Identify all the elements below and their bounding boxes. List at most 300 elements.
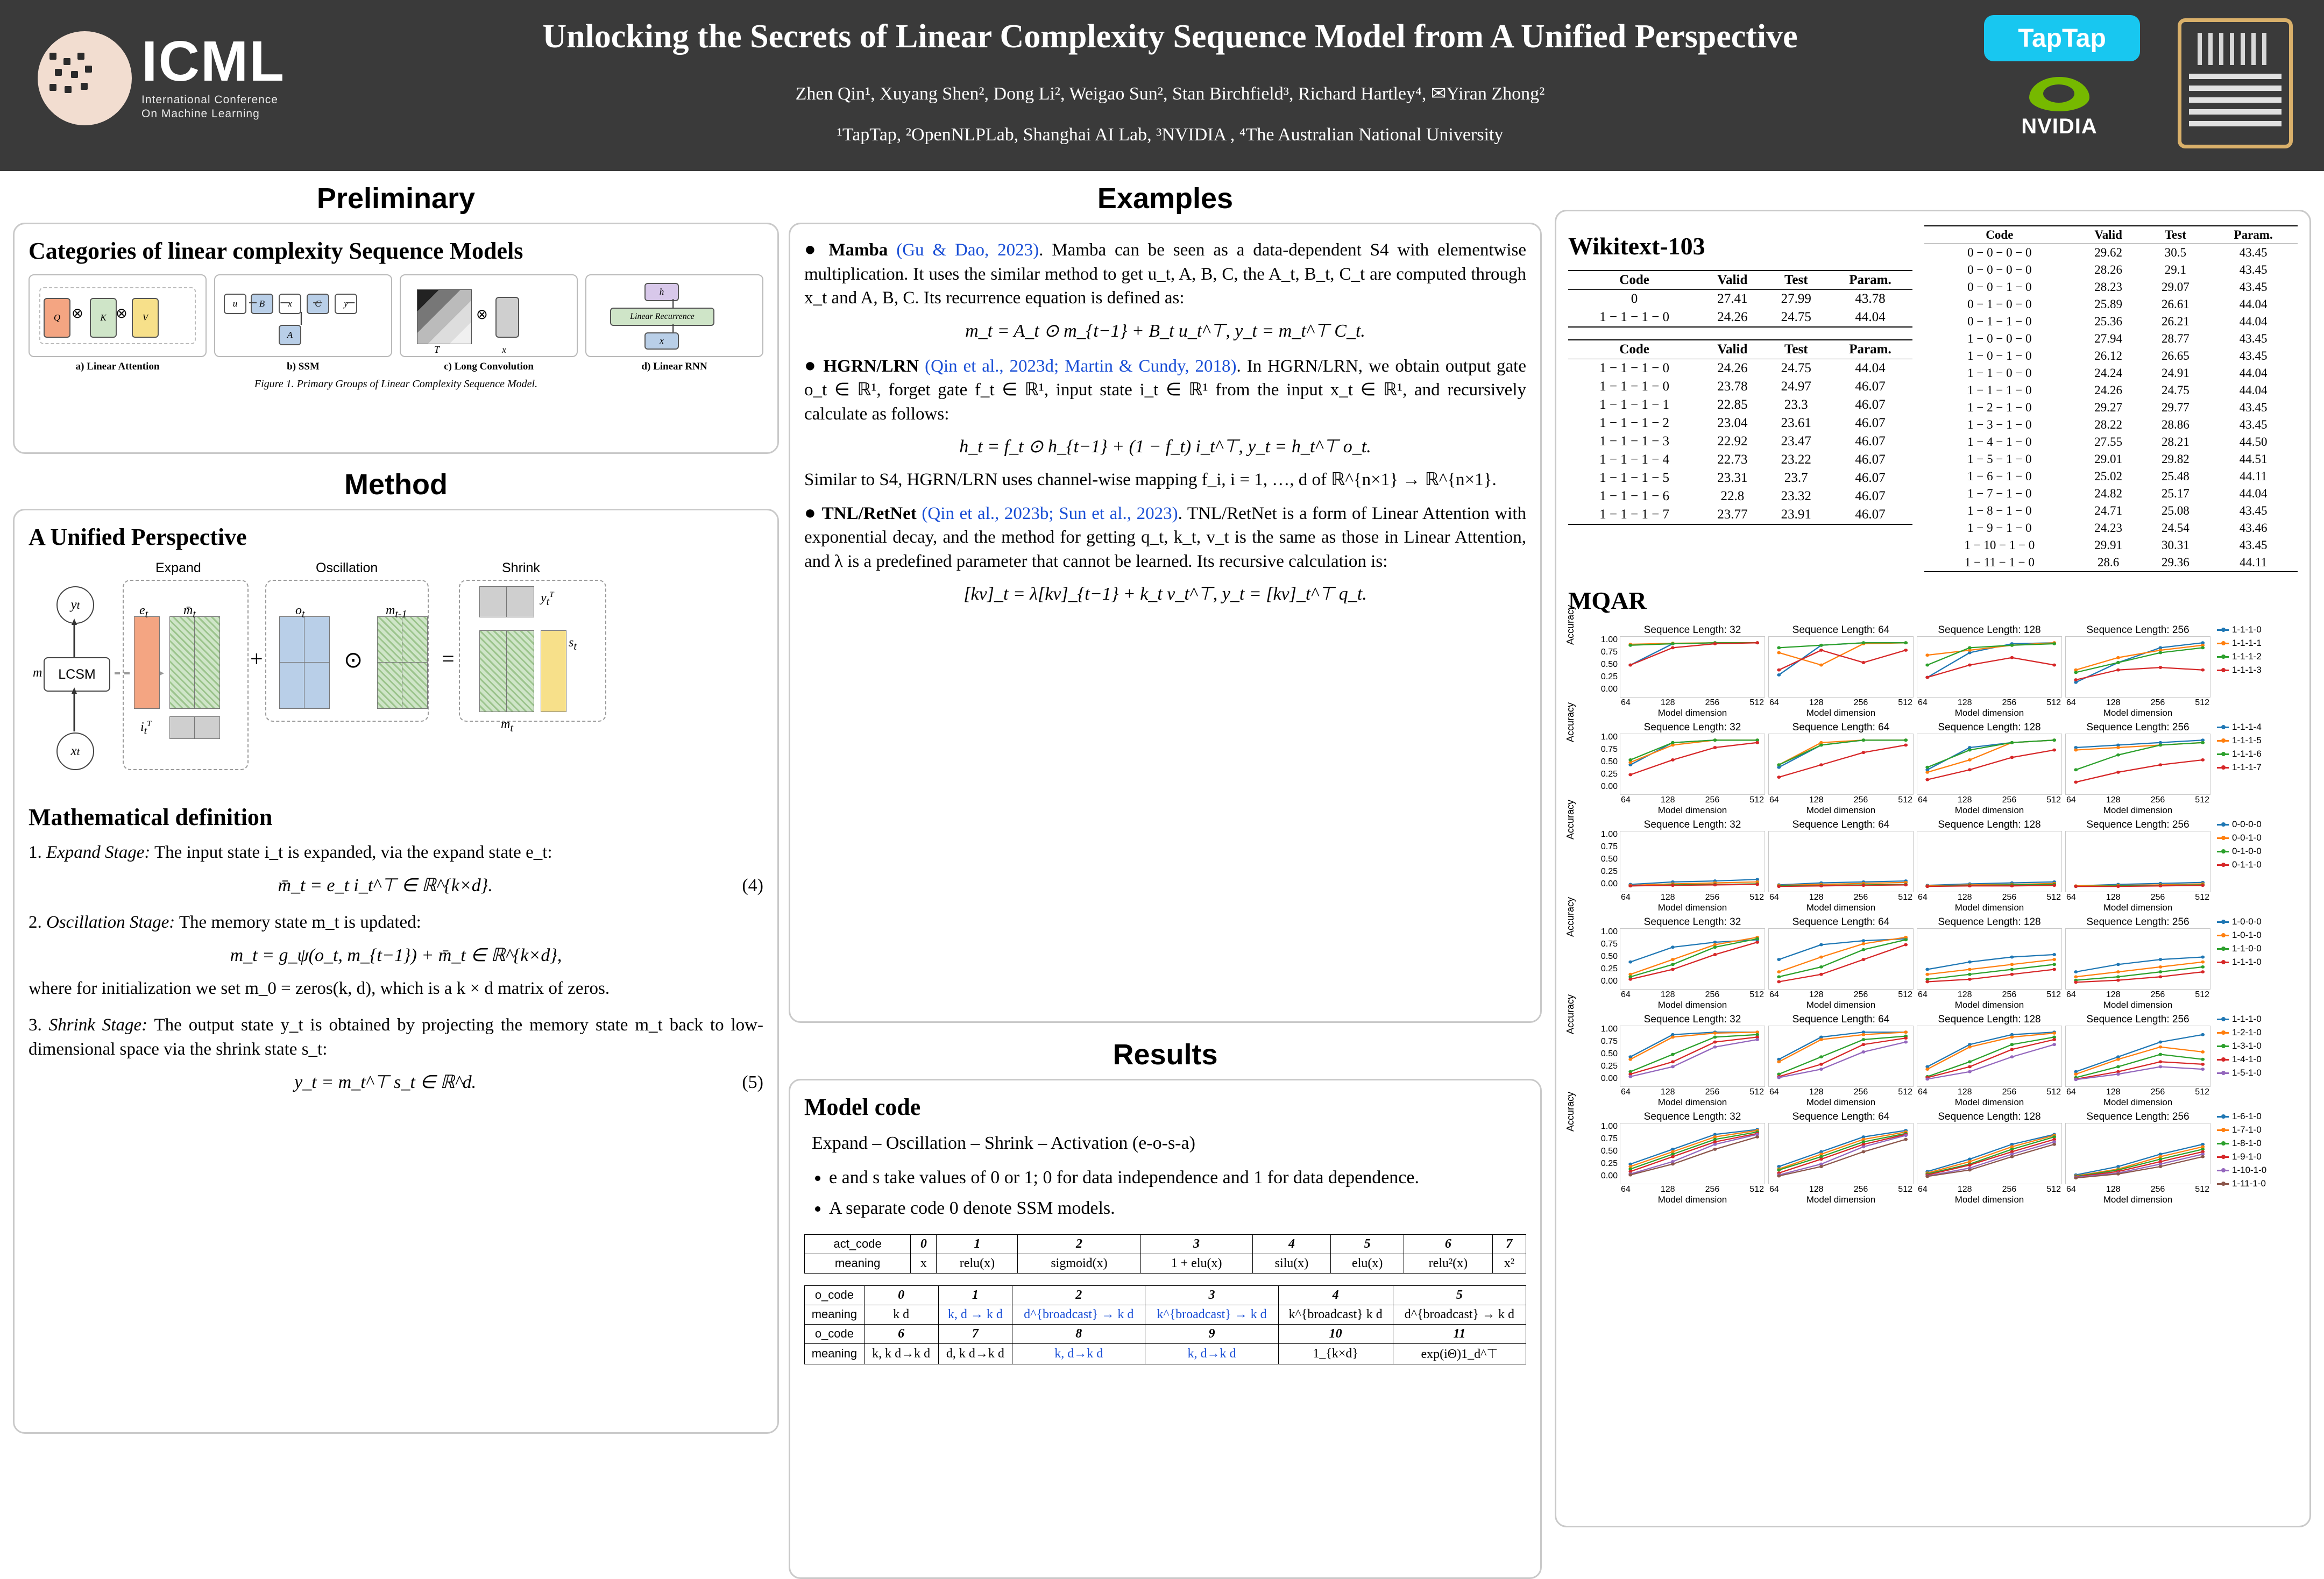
mqar-x-tick: 128	[1660, 698, 1675, 707]
mqar-x-tick: 64	[1769, 893, 1779, 902]
step-3-name: Shrink Stage:	[48, 1015, 148, 1035]
table-cell: 0	[1631, 291, 1638, 306]
section-title-results: Results	[1113, 1039, 1218, 1071]
mqar-x-tick: 128	[1660, 1185, 1675, 1194]
table-cell: 0 − 0 − 1 − 0	[1967, 280, 2032, 294]
mqar-x-tick: 256	[2002, 795, 2017, 805]
mqar-y-tick: 0.25	[1600, 770, 1618, 779]
mqar-x-tick: 512	[2195, 795, 2209, 805]
mqar-x-label: Model dimension	[2103, 1097, 2173, 1107]
mqar-legend-item	[2217, 624, 2298, 635]
mqar-y-label: Accuracy	[1565, 604, 1576, 645]
table-cell: 0 − 1 − 0 − 0	[1967, 297, 2032, 311]
mqar-x-ticks	[1917, 698, 2062, 708]
mqar-legend-item	[2217, 665, 2298, 675]
step-1-eq: m̄_t = e_t i_t^⊤ ∈ ℝ^{k×d}.	[278, 875, 493, 895]
mqar-legend-label: 1-1-1-2	[2232, 651, 2262, 662]
mqar-legend-label: 1-8-1-0	[2232, 1138, 2262, 1148]
mqar-x-tick: 512	[2195, 698, 2209, 707]
mqar-legend-item	[2217, 1165, 2298, 1176]
table-cell: 22.73	[1717, 452, 1748, 467]
mqar-panel-title: Sequence Length: 32	[1643, 916, 1741, 928]
step-expand	[29, 841, 763, 898]
table-row	[1924, 520, 2298, 537]
table-cell: 43.45	[2239, 263, 2268, 276]
section-title-examples: Examples	[1097, 182, 1234, 215]
mqar-y-tick: 0.25	[1600, 867, 1618, 876]
mqar-legend	[2214, 916, 2298, 970]
table-cell: 29.91	[2094, 538, 2122, 552]
step-1-text: The input state i_t is expanded, via the expand state e_t:	[150, 843, 552, 862]
mqar-x-tick: 256	[1705, 1185, 1720, 1194]
o-code-row-label-top: o_code	[805, 1285, 865, 1305]
mqar-x-tick: 128	[1660, 893, 1675, 902]
mqar-x-ticks	[1620, 698, 1765, 708]
anu-logo	[2165, 13, 2299, 147]
mqar-x-tick: 64	[1621, 1185, 1631, 1194]
mqar-legend-label: 1-11-1-0	[2232, 1178, 2266, 1189]
mqar-y-tick: 0.25	[1600, 964, 1618, 973]
example-2-text: . In HGRN/LRN, we obtain output gate o_t ∈ ℝ¹, forget gate f_t ∈ ℝ¹, input state i_t ∈ ℝ¹ from the input x_t ∈ ℝ¹, and recursively calculate as follows:	[804, 356, 1527, 424]
mqar-panel-title: Sequence Length: 64	[1792, 1014, 1890, 1025]
table-cell: 1 − 6 − 1 − 0	[1967, 470, 2032, 483]
mqar-x-label: Model dimension	[2103, 708, 2173, 718]
mqar-x-tick: 64	[1769, 795, 1779, 805]
figure-caption-b: b) SSM	[287, 361, 320, 372]
mqar-legend-item	[2217, 916, 2298, 927]
mqar-x-label: Model dimension	[1806, 1194, 1876, 1205]
mqar-x-tick: 512	[2195, 1185, 2209, 1194]
mqar-y-tick: 0.75	[1600, 940, 1618, 949]
mqar-x-tick: 64	[1769, 1185, 1779, 1194]
mqar-x-tick: 128	[1809, 893, 1824, 902]
table-cell: 25.89	[2094, 297, 2122, 311]
mqar-row	[1565, 1091, 2298, 1205]
mqar-plot-area	[1917, 1026, 2062, 1087]
wt1-h0: Code	[1568, 271, 1701, 290]
table-cell: 23.32	[1781, 489, 1811, 503]
mqar-plot-area	[1917, 1123, 2062, 1184]
act-meaning-5: elu(x)	[1331, 1254, 1404, 1273]
mqar-legend	[2214, 1111, 2298, 1192]
mqar-legend-label: 0-0-0-0	[2232, 819, 2262, 829]
table-cell: 44.04	[2239, 297, 2268, 311]
mqar-legend-label: 1-9-1-0	[2232, 1151, 2262, 1162]
example-1-name: Mamba	[828, 240, 888, 260]
table-cell: 43.45	[2239, 332, 2268, 345]
mqar-x-label: Model dimension	[1806, 1000, 1876, 1010]
model-code-formula: Expand – Oscillation – Shrink – Activation (e-o-s-a)	[812, 1133, 1195, 1153]
mqar-x-ticks	[1917, 990, 2062, 1000]
table-cell: 23.61	[1781, 416, 1811, 430]
step-3-text: The output state y_t is obtained by projecting the memory state m_t back to low-dimensional space via the shrink state s_t:	[29, 1015, 764, 1059]
mqar-row	[1565, 702, 2298, 816]
mqar-x-ticks	[1768, 795, 1914, 805]
table-cell: 1 − 1 − 1 − 0	[1599, 361, 1669, 375]
mqar-panel	[2065, 722, 2210, 816]
stage-label-expand: Expand	[155, 560, 201, 575]
mqar-panel	[1768, 722, 1914, 816]
mqar-panel-title: Sequence Length: 256	[2086, 819, 2190, 830]
mqar-x-tick: 512	[1898, 893, 1912, 902]
mqar-legend-label: 1-1-1-6	[2232, 749, 2262, 759]
anu-shield-icon	[2178, 18, 2293, 148]
mqar-panel	[1620, 916, 1765, 1011]
o-meaning-6: k, k d→k d	[864, 1343, 938, 1364]
wt1-h2: Test	[1765, 271, 1828, 290]
mqar-heading: MQAR	[1568, 587, 1647, 614]
mqar-legend-label: 1-1-1-4	[2232, 722, 2262, 732]
table-cell: 43.45	[2239, 349, 2268, 362]
poster-title: Unlocking the Secrets of Linear Complexity Sequence Model from A Unified Perspective	[542, 18, 1798, 55]
mqar-plot-area	[2065, 1026, 2210, 1087]
mqar-panel-title: Sequence Length: 64	[1792, 1111, 1890, 1122]
mqar-plot-area	[1917, 928, 2062, 990]
mqar-y-tick: 0.50	[1600, 660, 1618, 669]
mqar-x-label: Model dimension	[1954, 1097, 2024, 1107]
eq-number-5: (5)	[742, 1072, 763, 1092]
example-mamba: ● Mamba (Gu & Dao, 2023). Mamba can be seen as a data-dependent S4 with elementwise multiplication. It uses the similar method to get u_t, A, B, C, the A_t, B_t, C_t are computed through x_t and A, B, C. Its recurrence equation is defined as: m_t = A_t ⊙ m_{t−1} + B_t u_t^⊤, y_t = m_t^⊤ C_t.	[804, 236, 1526, 344]
mqar-y-tick: 0.25	[1600, 1159, 1618, 1168]
wikitext-heading: Wikitext-103	[1568, 232, 1705, 260]
o-code-4: 4	[1278, 1285, 1393, 1305]
mqar-plot-area	[1620, 1026, 1765, 1087]
table-cell: 1 − 0 − 0 − 0	[1967, 332, 2032, 345]
mqar-x-tick: 256	[2150, 698, 2165, 707]
mqar-legend-label: 0-0-1-0	[2232, 833, 2262, 843]
mqar-plot-area	[1768, 831, 1914, 892]
mqar-legend-item	[2217, 1041, 2298, 1051]
act-meaning-row-label: meaning	[805, 1254, 911, 1273]
figure-linear-attention: Q K V ⊗ ⊗	[29, 274, 207, 357]
table-cell: 22.8	[1720, 489, 1745, 503]
mqar-y-axis	[1565, 799, 1620, 900]
o-meaning-1: k, d → k d	[938, 1305, 1012, 1324]
mqar-x-label: Model dimension	[1954, 1000, 2024, 1010]
mqar-y-tick: 0.75	[1600, 842, 1618, 851]
table-cell: 44.04	[1855, 361, 1886, 375]
mqar-plot-area	[2065, 636, 2210, 698]
example-2-name: HGRN/LRN	[823, 356, 919, 376]
mqar-y-tick: 1.00	[1600, 830, 1618, 839]
mqar-x-ticks	[1917, 892, 2062, 902]
mqar-x-tick: 256	[1853, 1087, 1868, 1097]
mqar-x-tick: 256	[2002, 698, 2017, 707]
table-row	[1568, 451, 1912, 469]
table-row	[1568, 359, 1912, 378]
mqar-legend-label: 1-1-1-0	[2232, 624, 2262, 635]
wt2-h1: Valid	[1701, 340, 1764, 359]
table-cell: 1 − 4 − 1 − 0	[1967, 435, 2032, 449]
mqar-x-tick: 256	[2150, 1185, 2165, 1194]
table-cell: 43.45	[2239, 418, 2268, 431]
table-cell: 1 − 11 − 1 − 0	[1924, 554, 2075, 572]
table-cell: 1 − 10 − 1 − 0	[1964, 538, 2035, 552]
mqar-x-tick: 512	[1749, 893, 1764, 902]
act-code-row-label: act_code	[805, 1234, 911, 1254]
mqar-legend-item	[2217, 1151, 2298, 1162]
mqar-plot-area	[1917, 636, 2062, 698]
mqar-x-tick: 512	[1898, 990, 1912, 999]
mqar-panel	[1768, 1111, 1914, 1205]
panel-examples	[789, 223, 1542, 1023]
mqar-x-tick: 128	[2106, 698, 2121, 707]
table-cell: 46.07	[1855, 434, 1886, 449]
mqar-plot-area	[1768, 928, 1914, 990]
mqar-legend-item	[2217, 722, 2298, 732]
table-cell: 24.24	[2094, 366, 2122, 380]
step-2-after: where for initialization we set m_0 = zeros(k, d), which is a k × d matrix of zeros.	[29, 978, 610, 998]
mqar-x-tick: 256	[2002, 1087, 2017, 1097]
mqar-x-tick: 64	[1621, 1087, 1631, 1097]
table-cell: 23.3	[1784, 397, 1808, 412]
mqar-legend-item	[2217, 651, 2298, 662]
mqar-legend-item	[2217, 1138, 2298, 1149]
figure-caption-c: c) Long Convolution	[444, 361, 534, 372]
mqar-x-ticks	[1768, 1184, 1914, 1194]
mqar-x-tick: 512	[1749, 698, 1764, 707]
mqar-x-ticks	[1620, 1087, 1765, 1097]
o-meaning-9: k, d→k d	[1145, 1343, 1278, 1364]
mqar-x-tick: 128	[1957, 990, 1972, 999]
wikitext-table-1	[1568, 270, 1912, 328]
mqar-panel	[2065, 1111, 2210, 1205]
model-code-body	[804, 1130, 1526, 1221]
table-cell: 0 − 0 − 0 − 0	[1967, 246, 2032, 259]
act-meaning-3: 1 + elu(x)	[1140, 1254, 1252, 1273]
mqar-x-tick: 512	[2195, 1087, 2209, 1097]
mqar-y-axis	[1565, 1091, 1620, 1192]
mqar-y-tick: 1.00	[1600, 732, 1618, 742]
table-cell: 30.5	[2164, 246, 2186, 259]
table-cell: 1 − 1 − 1 − 3	[1599, 434, 1669, 449]
o-meaning-5: d^{broadcast} → k d	[1393, 1305, 1526, 1324]
mqar-panel	[1768, 819, 1914, 913]
table-cell: 27.99	[1781, 291, 1811, 306]
mqar-panel	[1620, 1014, 1765, 1108]
mqar-x-tick: 64	[1769, 990, 1779, 999]
table-cell: 43.45	[2239, 246, 2268, 259]
mqar-x-ticks	[2065, 795, 2210, 805]
table-cell: 1 − 1 − 1 − 4	[1599, 452, 1669, 467]
table-cell: 29.27	[2094, 401, 2122, 414]
icml-wordmark: ICML	[141, 30, 286, 94]
table-cell: 29.1	[2164, 263, 2186, 276]
mqar-x-label: Model dimension	[1657, 1097, 1727, 1107]
table-cell: 29.36	[2142, 554, 2209, 572]
figure1-caption: Figure 1. Primary Groups of Linear Complexity Sequence Model.	[254, 378, 538, 390]
table-cell: 1 − 1 − 1 − 2	[1599, 416, 1669, 430]
mqar-x-tick: 128	[2106, 1087, 2121, 1097]
table-cell: 0 − 0 − 0 − 0	[1967, 263, 2032, 276]
mqar-x-label: Model dimension	[2103, 1194, 2173, 1205]
mqar-x-label: Model dimension	[1806, 805, 1876, 815]
affiliation-list: ¹TapTap, ²OpenNLPLab, Shanghai AI Lab, ³NVIDIA , ⁴The Australian National University	[837, 125, 1504, 145]
table-cell: 24.97	[1781, 379, 1811, 394]
step-1-number: 1.	[29, 843, 42, 862]
table-cell: 1 − 1 − 1 − 1	[1599, 397, 1669, 412]
mqar-legend-label: 1-6-1-0	[2232, 1111, 2262, 1121]
table-row	[1924, 537, 2298, 554]
mqar-panel-title: Sequence Length: 32	[1643, 1014, 1741, 1025]
mqar-x-tick: 128	[2106, 990, 2121, 999]
o-meaning-10: 1_{k×d}	[1278, 1343, 1393, 1364]
example-1-cite: (Gu & Dao, 2023)	[896, 240, 1039, 260]
step-2-number: 2.	[29, 913, 42, 933]
mqar-x-ticks	[2065, 990, 2210, 1000]
example-2-after: Similar to S4, HGRN/LRN uses channel-wise mapping f_i, i = 1, …, d of ℝ^{n×1} → ℝ^{n×1}.	[804, 470, 1497, 490]
mqar-panel-title: Sequence Length: 32	[1643, 624, 1741, 636]
wt3-h2: Test	[2142, 226, 2209, 244]
table-cell: 25.08	[2161, 504, 2190, 517]
act-code-6: 6	[1404, 1234, 1493, 1254]
step-shrink	[29, 1013, 763, 1094]
mqar-panel-title: Sequence Length: 256	[2086, 1014, 2190, 1025]
act-code-7: 7	[1492, 1234, 1526, 1254]
mqar-y-tick: 0.25	[1600, 1062, 1618, 1071]
wt3-h3: Param.	[2209, 226, 2298, 244]
section-title-method: Method	[344, 468, 448, 501]
mqar-y-label: Accuracy	[1565, 799, 1576, 840]
table-cell: 24.26	[2094, 383, 2122, 397]
nvidia-wordmark: NVIDIA	[2021, 114, 2098, 138]
mqar-x-tick: 512	[2046, 795, 2061, 805]
act-meaning-6: relu²(x)	[1404, 1254, 1493, 1273]
table-cell: 1 − 8 − 1 − 0	[1967, 504, 2032, 517]
table-cell: 23.78	[1717, 379, 1748, 394]
mqar-y-tick: 0.00	[1600, 1171, 1618, 1180]
mqar-legend-item	[2217, 859, 2298, 870]
example-3-cite: (Qin et al., 2023b; Sun et al., 2023)	[922, 503, 1178, 523]
table-cell: 24.75	[2161, 383, 2190, 397]
mqar-x-label: Model dimension	[2103, 805, 2173, 815]
table-cell: 23.77	[1701, 506, 1764, 524]
step-1-name: Expand Stage:	[46, 843, 151, 862]
table-row	[1924, 433, 2298, 451]
mqar-legend	[2214, 722, 2298, 776]
mqar-x-tick: 64	[1621, 795, 1631, 805]
mqar-x-tick: 64	[2066, 990, 2076, 999]
icml-sub-line2: On Machine Learning	[141, 108, 260, 120]
table-cell: 29.62	[2094, 246, 2122, 259]
mqar-x-tick: 64	[1918, 698, 1928, 707]
mqar-panel	[1917, 624, 2062, 719]
o-code-9: 9	[1145, 1324, 1278, 1343]
table-cell: 1 − 1 − 1 − 5	[1599, 471, 1669, 485]
mqar-x-label: Model dimension	[1954, 805, 2024, 815]
table-cell: 28.22	[2094, 418, 2122, 431]
table-cell: 46.07	[1855, 379, 1886, 394]
step-2-eq: m_t = g_ψ(o_t, m_{t−1}) + m̄_t ∈ ℝ^{k×d},	[230, 945, 562, 965]
wt3-h1: Valid	[2075, 226, 2142, 244]
mqar-legend-item	[2217, 833, 2298, 843]
act-code-0: 0	[911, 1234, 937, 1254]
table-cell: 44.04	[2239, 383, 2268, 397]
table-cell: 25.17	[2161, 487, 2190, 500]
mqar-legend-item	[2217, 819, 2298, 830]
mqar-y-tick: 0.25	[1600, 672, 1618, 681]
mqar-x-ticks	[1917, 1184, 2062, 1194]
mqar-panel	[1768, 916, 1914, 1011]
table-cell: 44.04	[1828, 308, 1912, 327]
o-code-3: 3	[1145, 1285, 1278, 1305]
stage-label-oscillation: Oscillation	[316, 560, 378, 575]
model-code-heading: Model code	[804, 1094, 921, 1120]
mqar-x-ticks	[1620, 892, 1765, 902]
mqar-x-tick: 256	[2002, 893, 2017, 902]
mqar-legend-label: 1-2-1-0	[2232, 1027, 2262, 1037]
mqar-row	[1565, 604, 2298, 719]
example-3-text: . TNL/RetNet is a form of Linear Attention with exponential decay, and the method for getting q_t, k_t, v_t is the same as those in Linear Attention, and λ is a predefined parameter that cannot be learned. Its recursive calculation is:	[804, 503, 1527, 571]
mqar-y-tick: 1.00	[1600, 927, 1618, 936]
table-cell: 43.78	[1855, 291, 1886, 306]
table-cell: 24.26	[1701, 308, 1764, 327]
mqar-x-tick: 256	[1705, 795, 1720, 805]
table-cell: 26.61	[2161, 297, 2190, 311]
mqar-panel	[1768, 1014, 1914, 1108]
mqar-y-axis	[1565, 702, 1620, 802]
act-meaning-1: relu(x)	[937, 1254, 1018, 1273]
table-row	[1568, 290, 1912, 309]
mqar-panel-title: Sequence Length: 256	[2086, 722, 2190, 733]
mqar-panel-title: Sequence Length: 256	[2086, 624, 2190, 636]
mqar-panel	[2065, 1014, 2210, 1108]
mqar-legend-label: 1-1-1-3	[2232, 665, 2262, 675]
example-3-eq: [kv]_t = λ[kv]_{t−1} + k_t v_t^⊤, y_t = [kv]_t^⊤ q_t.	[963, 584, 1367, 604]
categories-heading: Categories of linear complexity Sequence Models	[29, 238, 523, 264]
column-right	[1555, 210, 2311, 1527]
table-cell: 28.21	[2161, 435, 2190, 449]
table-cell: 23.47	[1781, 434, 1811, 449]
mqar-x-tick: 128	[1660, 1087, 1675, 1097]
mqar-x-label: Model dimension	[1657, 805, 1727, 815]
o-code-0: 0	[864, 1285, 938, 1305]
mqar-x-tick: 256	[2150, 1087, 2165, 1097]
mqar-x-tick: 512	[1898, 698, 1912, 707]
mqar-x-label: Model dimension	[1954, 708, 2024, 718]
mqar-x-ticks	[2065, 892, 2210, 902]
table-cell: 24.82	[2094, 487, 2122, 500]
stage-label-shrink: Shrink	[502, 560, 540, 575]
nvidia-eye-icon	[2029, 77, 2089, 111]
mqar-panel-title: Sequence Length: 64	[1792, 624, 1890, 636]
mqar-legend-label: 0-1-1-0	[2232, 859, 2262, 870]
table-cell: 24.75	[1781, 361, 1811, 375]
o-meaning-4: k^{broadcast} k d	[1278, 1305, 1393, 1324]
mqar-plot-area	[2065, 1123, 2210, 1184]
table-cell: 44.50	[2239, 435, 2268, 449]
mqar-panel	[2065, 916, 2210, 1011]
mqar-y-tick: 1.00	[1600, 635, 1618, 644]
mqar-y-tick: 0.00	[1600, 879, 1618, 888]
o-code-row-label-bottom: o_code	[805, 1324, 865, 1343]
mqar-plot-area	[2065, 831, 2210, 892]
mqar-legend-label: 1-1-0-0	[2232, 943, 2262, 954]
mqar-panel-title: Sequence Length: 128	[1938, 624, 2041, 636]
mqar-x-label: Model dimension	[1657, 708, 1727, 718]
table-cell: 1 − 9 − 1 − 0	[1967, 521, 2032, 535]
mqar-y-tick: 0.75	[1600, 1134, 1618, 1143]
table-row	[1924, 416, 2298, 433]
table-cell: 23.91	[1765, 506, 1828, 524]
table-cell: 27.41	[1717, 291, 1748, 306]
mqar-legend-item	[2217, 1027, 2298, 1038]
mqar-x-tick: 64	[1918, 795, 1928, 805]
mqar-y-tick: 0.75	[1600, 648, 1618, 657]
example-tnl-retnet: ● TNL/RetNet (Qin et al., 2023b; Sun et al., 2023). TNL/RetNet is a form of Linear Attention with exponential decay, and the method for getting q_t, k_t, v_t is the same as those in Linear Attention, and λ is a predefined parameter that cannot be learned. Its recursive calculation is: [kv]_t = λ[kv]_{t−1} + k_t v_t^⊤, y_t = [kv]_t^⊤ q_t.	[804, 500, 1526, 607]
mqar-panel-title: Sequence Length: 64	[1792, 722, 1890, 733]
mqar-x-tick: 256	[1853, 795, 1868, 805]
